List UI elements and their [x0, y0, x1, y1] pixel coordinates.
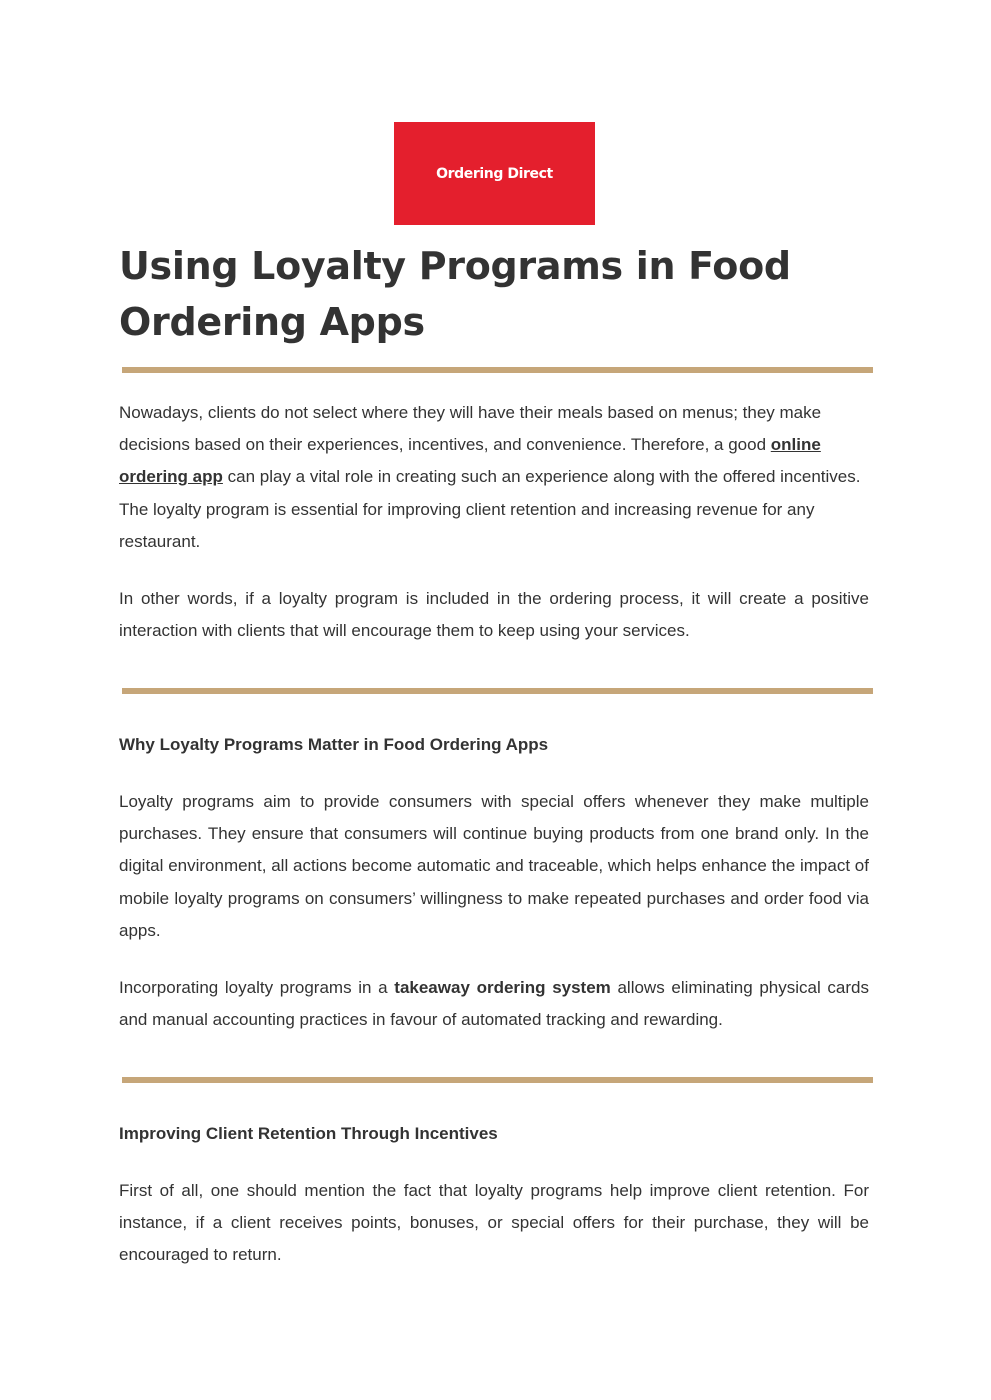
- page-title: Using Loyalty Programs in Food Ordering Apps: [119, 244, 791, 344]
- section-1-paragraph-2: [119, 972, 869, 1036]
- section-1-p2-text-before: Incorporating loyalty programs in a: [119, 978, 395, 997]
- intro-text-before-link: Nowadays, clients do not select where they will have their meals based on menus; they make decisions based on their experiences, incentives, and convenience. Therefore, a good: [119, 403, 822, 455]
- divider-top: [122, 367, 873, 373]
- section-1-paragraph-1: Loyalty programs aim to provide consumers with special offers whenever they make multiple purchases. They ensure that consumers will continue buying products from one brand only. In the digital environment, all actions become automatic and traceable, which helps enhance the impact of mobile loyalty programs on consumers’ willingness to make repeated purchases and order food via apps.: [119, 792, 869, 940]
- divider-section-2: [122, 1077, 873, 1083]
- section-2-heading: Improving Client Retention Through Incentives: [119, 1124, 498, 1143]
- intro-paragraph-2: In other words, if a loyalty program is included in the ordering process, it will create a positive interaction with clients that will encourage them to keep using your services.: [119, 589, 869, 641]
- intro-text-after-link: can play a vital role in creating such an experience along with the offered incentives. The loyalty program is essential for improving client retention and increasing revenue for any restaurant.: [119, 467, 861, 551]
- section-1-heading: Why Loyalty Programs Matter in Food Ordering Apps: [119, 735, 549, 754]
- section-1-p2-text-after: allows eliminating physical cards and manual accounting practices in favour of automated tracking and rewarding.: [119, 978, 869, 1030]
- intro-paragraph-1: [119, 397, 869, 558]
- brand-logo-text: Ordering Direct: [436, 165, 553, 182]
- divider-section-1: [122, 688, 873, 694]
- section-2-paragraph-1: First of all, one should mention the fact that loyalty programs help improve client retention. For instance, if a client receives points, bonuses, or special offers for their purchase, they will be encouraged to return.: [119, 1181, 869, 1265]
- takeaway-ordering-system-text: takeaway ordering system: [394, 978, 611, 997]
- brand-logo: [394, 122, 595, 225]
- online-ordering-app-link[interactable]: online ordering app: [119, 435, 821, 487]
